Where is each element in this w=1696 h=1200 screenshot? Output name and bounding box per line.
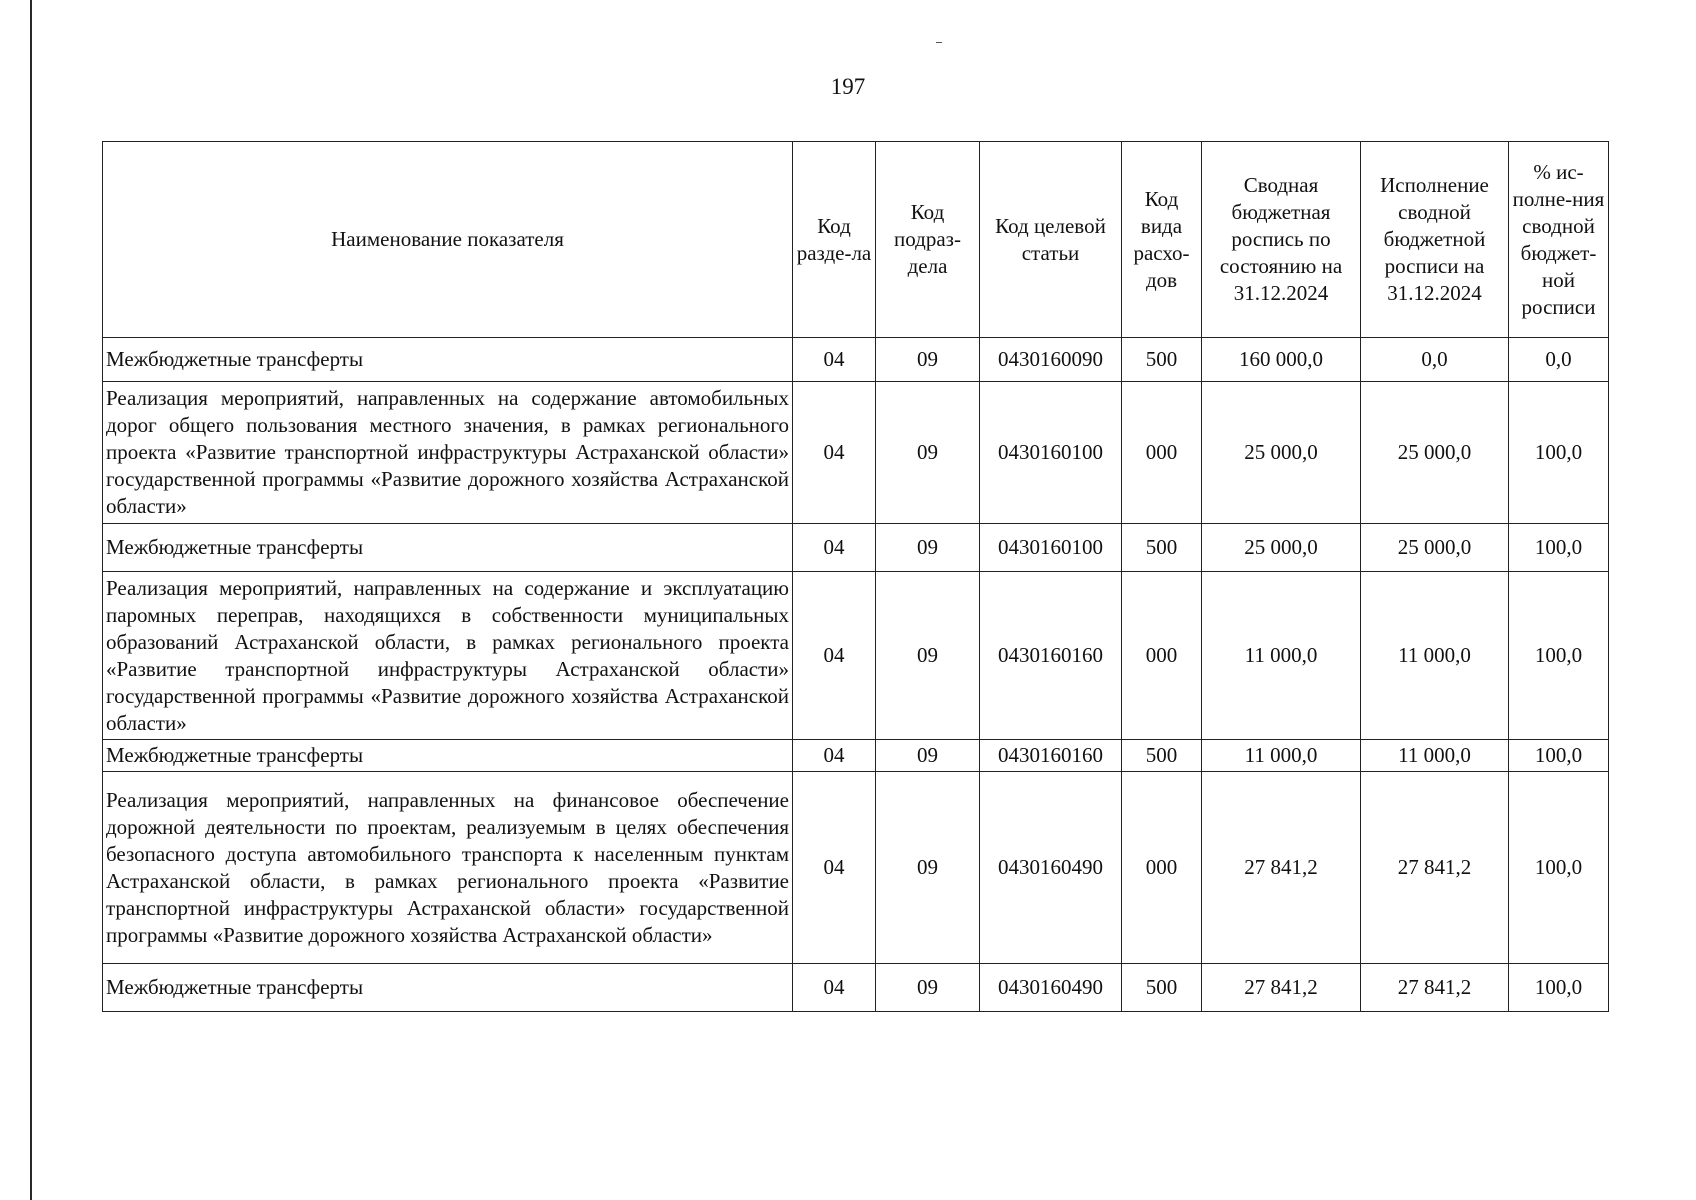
row-target: 0430160100 xyxy=(980,524,1122,572)
header-target-code: Код целевой статьи xyxy=(980,142,1122,338)
row-subsection: 09 xyxy=(876,572,980,740)
table-row xyxy=(103,964,1609,1012)
row-execution: 27 841,2 xyxy=(1361,964,1509,1012)
row-expense-type: 000 xyxy=(1122,572,1202,740)
header-expense-type-code: Код вида расхо-дов xyxy=(1122,142,1202,338)
row-name: Межбюджетные трансферты xyxy=(103,338,793,382)
row-name: Межбюджетные трансферты xyxy=(103,740,793,772)
table-header-row xyxy=(103,142,1609,338)
row-budget: 160 000,0 xyxy=(1202,338,1361,382)
row-target: 0430160490 xyxy=(980,772,1122,964)
row-percent: 100,0 xyxy=(1509,772,1609,964)
row-name: Межбюджетные трансферты xyxy=(103,964,793,1012)
row-expense-type: 500 xyxy=(1122,740,1202,772)
row-section: 04 xyxy=(793,524,876,572)
header-execution-percent: % ис-полне-ния сводной бюджет-ной росписи xyxy=(1509,142,1609,338)
row-subsection: 09 xyxy=(876,964,980,1012)
row-expense-type: 000 xyxy=(1122,382,1202,524)
binding-edge-line xyxy=(30,0,32,1200)
row-name: Реализация мероприятий, направленных на содержание и эксплуатацию паромных переправ, находящихся в собственности муниципальных образований Астраханской области, в рамках регионального проекта «Развитие транспортной инфраструктуры Астраханской области» государственной программы «Развитие дорожного хозяйства Астраханской области» xyxy=(103,572,793,740)
row-section: 04 xyxy=(793,338,876,382)
row-execution: 11 000,0 xyxy=(1361,572,1509,740)
row-execution: 0,0 xyxy=(1361,338,1509,382)
row-subsection: 09 xyxy=(876,338,980,382)
row-execution: 11 000,0 xyxy=(1361,740,1509,772)
row-budget: 27 841,2 xyxy=(1202,964,1361,1012)
row-budget: 11 000,0 xyxy=(1202,572,1361,740)
row-target: 0430160160 xyxy=(980,740,1122,772)
header-section-code: Код разде-ла xyxy=(793,142,876,338)
row-budget: 25 000,0 xyxy=(1202,382,1361,524)
row-percent: 100,0 xyxy=(1509,382,1609,524)
row-name: Межбюджетные трансферты xyxy=(103,524,793,572)
table-row xyxy=(103,772,1609,964)
budget-execution-table xyxy=(102,141,1609,1012)
row-target: 0430160100 xyxy=(980,382,1122,524)
scan-speck xyxy=(936,42,942,43)
row-budget: 11 000,0 xyxy=(1202,740,1361,772)
row-name: Реализация мероприятий, направленных на финансовое обеспечение дорожной деятельности по проектам, реализуемым в целях обеспечения безопасного доступа автомобильного транспорта к населенным пунктам Астраханской области, в рамках регионального проекта «Развитие транспортной инфраструктуры Астраханской области» государственной программы «Развитие дорожного хозяйства Астраханской области» xyxy=(103,772,793,964)
header-execution: Исполнение сводной бюджетной росписи на 31.12.2024 xyxy=(1361,142,1509,338)
row-section: 04 xyxy=(793,740,876,772)
row-section: 04 xyxy=(793,772,876,964)
table-row xyxy=(103,572,1609,740)
header-subsection-code: Код подраз-дела xyxy=(876,142,980,338)
table-row xyxy=(103,338,1609,382)
row-execution: 27 841,2 xyxy=(1361,772,1509,964)
row-percent: 100,0 xyxy=(1509,524,1609,572)
header-name: Наименование показателя xyxy=(103,142,793,338)
row-percent: 100,0 xyxy=(1509,740,1609,772)
row-target: 0430160090 xyxy=(980,338,1122,382)
row-section: 04 xyxy=(793,382,876,524)
row-subsection: 09 xyxy=(876,772,980,964)
row-percent: 100,0 xyxy=(1509,572,1609,740)
row-expense-type: 500 xyxy=(1122,338,1202,382)
row-subsection: 09 xyxy=(876,382,980,524)
row-expense-type: 000 xyxy=(1122,772,1202,964)
row-execution: 25 000,0 xyxy=(1361,524,1509,572)
row-budget: 27 841,2 xyxy=(1202,772,1361,964)
table-row xyxy=(103,524,1609,572)
row-budget: 25 000,0 xyxy=(1202,524,1361,572)
row-target: 0430160490 xyxy=(980,964,1122,1012)
row-percent: 0,0 xyxy=(1509,338,1609,382)
row-execution: 25 000,0 xyxy=(1361,382,1509,524)
row-section: 04 xyxy=(793,964,876,1012)
header-consolidated-budget: Сводная бюджетная роспись по состоянию на 31.12.2024 xyxy=(1202,142,1361,338)
table-row xyxy=(103,382,1609,524)
row-subsection: 09 xyxy=(876,524,980,572)
row-percent: 100,0 xyxy=(1509,964,1609,1012)
row-section: 04 xyxy=(793,572,876,740)
row-target: 0430160160 xyxy=(980,572,1122,740)
table-row xyxy=(103,740,1609,772)
row-name: Реализация мероприятий, направленных на содержание автомобильных дорог общего пользования местного значения, в рамках регионального проекта «Развитие транспортной инфраструктуры Астраханской области» государственной программы «Развитие дорожного хозяйства Астраханской области» xyxy=(103,382,793,524)
page-number: 197 xyxy=(830,74,866,99)
row-subsection: 09 xyxy=(876,740,980,772)
row-expense-type: 500 xyxy=(1122,964,1202,1012)
row-expense-type: 500 xyxy=(1122,524,1202,572)
